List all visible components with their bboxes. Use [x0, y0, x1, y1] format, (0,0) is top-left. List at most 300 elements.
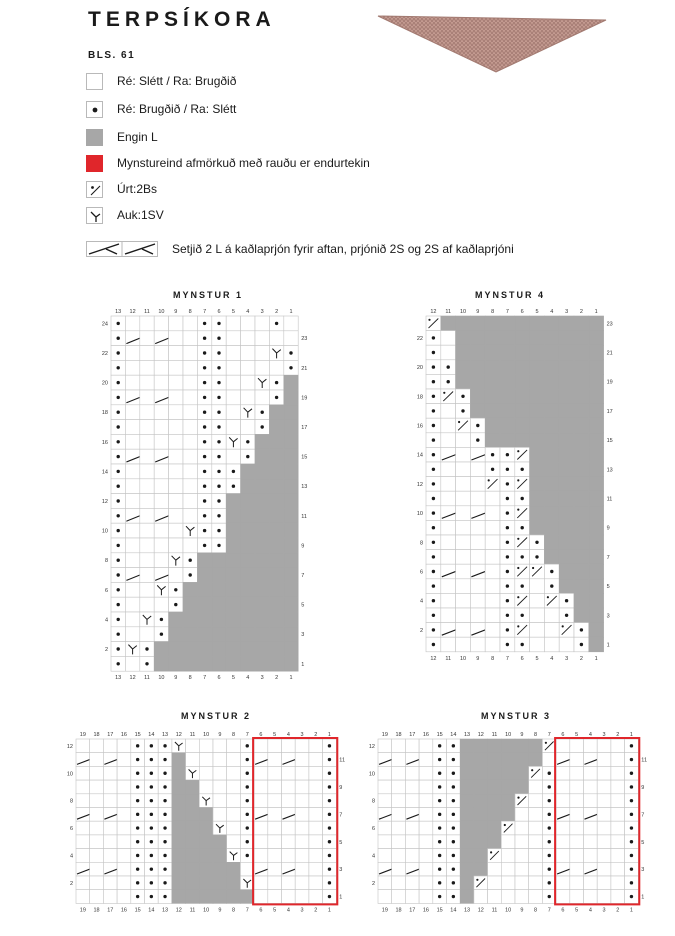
chart-cell [515, 593, 530, 608]
chart-cell [111, 523, 125, 538]
chart-cell [199, 849, 213, 863]
chart-cell [544, 550, 559, 565]
chart-cell [426, 374, 441, 389]
chart-cell [284, 405, 298, 420]
chart-cell [474, 835, 488, 849]
chart-cell [544, 360, 559, 375]
column-number-top: 10 [203, 732, 210, 738]
chart-cell [169, 360, 183, 375]
chart-cell [255, 568, 269, 583]
chart-cell [140, 656, 154, 671]
chart-cell [323, 739, 337, 753]
chart-cell [90, 780, 104, 794]
chart-cell [269, 464, 283, 479]
chart-cell [584, 766, 598, 780]
chart-cell [474, 808, 488, 822]
chart-cell [197, 360, 211, 375]
chart-cell [131, 862, 145, 876]
chart-cell [559, 579, 574, 594]
chart-cell [255, 494, 269, 509]
chart-cell [574, 433, 589, 448]
chart-cell [447, 876, 461, 890]
chart-cell [90, 849, 104, 863]
column-number-bottom: 10 [203, 907, 210, 914]
legend-item-repeat [86, 154, 370, 172]
chart-cell [323, 808, 337, 822]
chart-cell [284, 464, 298, 479]
chart-cell [456, 535, 471, 550]
chart-cell [140, 449, 154, 464]
chart-cell [183, 464, 197, 479]
chart-cell [544, 579, 559, 594]
chart-cell [197, 523, 211, 538]
chart-title-mynstur-3: MYNSTUR 3 [480, 711, 551, 721]
chart-cell [255, 420, 269, 435]
chart-cell [544, 637, 559, 652]
chart-cell [544, 623, 559, 638]
chart-cell [570, 753, 584, 767]
chart-cell [441, 418, 456, 433]
chart-cell [241, 656, 255, 671]
chart-cell [145, 739, 159, 753]
chart-cell [542, 794, 556, 808]
chart-cell [426, 535, 441, 550]
chart-cell [183, 523, 197, 538]
chart-cell [282, 890, 296, 904]
chart-cell [226, 553, 240, 568]
chart-cell [447, 794, 461, 808]
chart-cell [584, 849, 598, 863]
chart-cell [227, 821, 241, 835]
chart-cell [199, 780, 213, 794]
chart-cell [227, 849, 241, 863]
chart-cell [172, 862, 186, 876]
chart-cell [559, 462, 574, 477]
chart-cell [226, 538, 240, 553]
chart-cell [226, 627, 240, 642]
column-number-top: 11 [189, 732, 196, 738]
row-number-right: 3 [606, 613, 610, 620]
row-number-right: 7 [641, 812, 645, 819]
chart-cell [111, 464, 125, 479]
chart-cell [460, 808, 474, 822]
column-number-bottom: 13 [115, 675, 122, 682]
chart-cell [131, 808, 145, 822]
chart-cell [500, 447, 515, 462]
chart-cell [226, 508, 240, 523]
chart-cell [515, 316, 530, 331]
chart-cell [197, 612, 211, 627]
chart-cell [500, 550, 515, 565]
chart-cell [611, 739, 625, 753]
chart-cell [441, 579, 456, 594]
chart-cell [589, 608, 604, 623]
chart-cell [500, 418, 515, 433]
chart-cell [515, 389, 530, 404]
chart-cell [485, 316, 500, 331]
row-number-left: 20 [101, 380, 108, 387]
chart-cell [145, 890, 159, 904]
chart-cell [111, 479, 125, 494]
chart-cell [419, 808, 433, 822]
row-number-left: 14 [101, 469, 108, 476]
row-number-left: 12 [368, 743, 375, 750]
chart-cell [226, 494, 240, 509]
chart-cell [241, 642, 255, 657]
chart-cell [460, 849, 474, 863]
chart-cell [611, 780, 625, 794]
chart-cell [589, 637, 604, 652]
chart-title-mynstur-1: MYNSTUR 1 [172, 290, 243, 300]
chart-cell [197, 568, 211, 583]
chart-cell [500, 623, 515, 638]
chart-cell [154, 627, 168, 642]
legend-item-decrease [86, 180, 157, 198]
column-number-bottom: 4 [588, 907, 592, 914]
chart-cell [154, 612, 168, 627]
chart-cell [542, 808, 556, 822]
chart-cell [212, 538, 226, 553]
chart-cell [76, 794, 90, 808]
chart-cell [226, 449, 240, 464]
chart-cell [212, 582, 226, 597]
column-number-bottom: 12 [175, 907, 182, 914]
chart-cell [226, 346, 240, 361]
row-number-right: 11 [641, 757, 648, 764]
chart-cell [589, 506, 604, 521]
chart-cell [474, 794, 488, 808]
chart-cell [213, 808, 227, 822]
row-number-right: 7 [301, 573, 305, 579]
chart-cell [125, 582, 139, 597]
chart-cell [470, 331, 485, 346]
chart-cell [103, 849, 117, 863]
chart-cell [392, 739, 406, 753]
chart-cell [125, 523, 139, 538]
chart-cell [284, 360, 298, 375]
chart-cell [158, 753, 172, 767]
chart-cell [470, 462, 485, 477]
chart-cell [574, 564, 589, 579]
chart-cell [529, 794, 543, 808]
chart-cell [140, 627, 154, 642]
chart-cell [559, 491, 574, 506]
chart-cell [154, 582, 168, 597]
chart-cell [589, 579, 604, 594]
chart-cell [76, 835, 90, 849]
chart-cell [485, 608, 500, 623]
column-number-bottom: 3 [565, 655, 569, 662]
chart-cell [186, 753, 200, 767]
chart-cell [456, 623, 471, 638]
chart-cell [125, 316, 139, 331]
chart-cell [530, 331, 545, 346]
chart-cell [426, 477, 441, 492]
chart-cell [90, 821, 104, 835]
chart-cell [570, 821, 584, 835]
decrease-icon [86, 181, 103, 198]
chart-cell [103, 876, 117, 890]
chart-cell [117, 835, 131, 849]
chart-cell [485, 374, 500, 389]
chart-cell [589, 491, 604, 506]
chart-cell [213, 794, 227, 808]
chart-cell [269, 494, 283, 509]
column-number-top: 3 [300, 732, 304, 738]
chart-cell [559, 608, 574, 623]
column-number-top: 18 [395, 732, 402, 738]
chart-cell [542, 862, 556, 876]
chart-cell [460, 821, 474, 835]
chart-cell [255, 331, 269, 346]
chart-cell [574, 637, 589, 652]
row-number-left: 16 [101, 439, 108, 446]
chart-cell [255, 316, 269, 331]
chart-cell [501, 862, 515, 876]
chart-cell [131, 753, 145, 767]
row-number-left: 2 [371, 880, 375, 887]
column-number-bottom: 16 [120, 907, 128, 914]
chart-cell [254, 835, 268, 849]
chart-cell [199, 808, 213, 822]
chart-cell [544, 389, 559, 404]
chart-cell [392, 862, 406, 876]
row-number-left: 6 [419, 569, 423, 576]
chart-cell [485, 579, 500, 594]
chart-cell [433, 739, 447, 753]
chart-cell [501, 780, 515, 794]
chart-cell [323, 849, 337, 863]
row-number-left: 4 [104, 617, 108, 624]
chart-cell [212, 464, 226, 479]
chart-cell [500, 491, 515, 506]
chart-cell [392, 849, 406, 863]
chart-cell [140, 523, 154, 538]
chart-cell [284, 316, 298, 331]
chart-cell [145, 821, 159, 835]
chart-cell [309, 808, 323, 822]
chart-cell [574, 535, 589, 550]
chart-cell [169, 508, 183, 523]
chart-cell [574, 316, 589, 331]
chart-cell [574, 389, 589, 404]
chart-cell [485, 491, 500, 506]
row-number-left: 12 [66, 743, 73, 750]
chart-cell [197, 508, 211, 523]
chart-cell [470, 535, 485, 550]
legend-text: Ré: Brugðið / Ra: Slétt [117, 102, 237, 116]
chart-cell [111, 553, 125, 568]
column-number-bottom: 1 [289, 675, 293, 682]
chart-cell [254, 849, 268, 863]
chart-cell [447, 835, 461, 849]
chart-cell [515, 849, 529, 863]
chart-cell [186, 808, 200, 822]
chart-cell [183, 597, 197, 612]
column-number-bottom: 2 [616, 907, 620, 914]
chart-cell [268, 766, 282, 780]
column-number-top: 7 [547, 732, 551, 738]
chart-cell [125, 627, 139, 642]
chart-cell [111, 538, 125, 553]
chart-cell [515, 506, 530, 521]
chart-cell [212, 405, 226, 420]
row-number-right: 23 [606, 321, 613, 328]
column-number-top: 16 [120, 732, 128, 738]
chart-cell [530, 491, 545, 506]
chart-cell [197, 627, 211, 642]
chart-cell [500, 404, 515, 419]
chart-cell [212, 494, 226, 509]
chart-cell [183, 405, 197, 420]
chart-cell [474, 862, 488, 876]
chart-title-mynstur-4: MYNSTUR 4 [474, 290, 545, 300]
column-number-bottom: 11 [189, 907, 196, 914]
chart-cell [295, 808, 309, 822]
chart-cell [140, 346, 154, 361]
chart-cell [460, 753, 474, 767]
chart-cell [154, 538, 168, 553]
chart-cell [197, 642, 211, 657]
chart-cell [169, 627, 183, 642]
column-number-top: 8 [232, 732, 236, 738]
column-number-top: 18 [93, 732, 100, 738]
chart-cell [212, 612, 226, 627]
column-number-top: 14 [148, 732, 155, 738]
chart-cell [226, 642, 240, 657]
dot-square-icon [86, 101, 103, 118]
chart-cell [309, 862, 323, 876]
chart-cell [125, 538, 139, 553]
chart-cell [544, 433, 559, 448]
chart-cell [197, 464, 211, 479]
chart-cell [441, 404, 456, 419]
chart-cell [456, 637, 471, 652]
chart-cell [574, 418, 589, 433]
chart-cell [392, 766, 406, 780]
chart-cell [131, 794, 145, 808]
chart-cell [441, 593, 456, 608]
chart-cell [530, 418, 545, 433]
chart-cell [90, 766, 104, 780]
chart-cell [268, 821, 282, 835]
chart-cell [145, 849, 159, 863]
chart-cell [460, 739, 474, 753]
chart-cell [589, 550, 604, 565]
chart-cell [470, 477, 485, 492]
chart-cell [405, 739, 419, 753]
chart-cell [544, 316, 559, 331]
chart-cell [284, 479, 298, 494]
chart-cell [212, 642, 226, 657]
chart-cell [284, 449, 298, 464]
chart-cell [441, 462, 456, 477]
chart-cell [212, 597, 226, 612]
chart-cell [625, 862, 639, 876]
chart-cell [544, 491, 559, 506]
chart-cell [125, 405, 139, 420]
chart-cell [530, 374, 545, 389]
chart-cell [611, 876, 625, 890]
chart-cell [140, 434, 154, 449]
chart-cell [284, 508, 298, 523]
chart-cell [405, 876, 419, 890]
chart-cell [559, 637, 574, 652]
chart-cell [392, 780, 406, 794]
chart-cell [625, 890, 639, 904]
chart-cell [212, 508, 226, 523]
chart-cell [470, 520, 485, 535]
chart-cell [169, 642, 183, 657]
chart-cell [597, 835, 611, 849]
chart-cell [282, 794, 296, 808]
chart-cell [213, 766, 227, 780]
chart-cell [269, 508, 283, 523]
chart-cell [530, 593, 545, 608]
chart-cell [625, 766, 639, 780]
chart-cell [559, 433, 574, 448]
chart-cell [111, 508, 125, 523]
chart-cell [111, 568, 125, 583]
column-number-top: 8 [534, 732, 538, 738]
chart-cell [169, 597, 183, 612]
chart-cell [140, 582, 154, 597]
chart-cell [570, 766, 584, 780]
chart-cell [255, 508, 269, 523]
chart-cell [172, 849, 186, 863]
chart-cell [441, 374, 456, 389]
column-number-top: 7 [245, 732, 249, 738]
chart-cell [212, 360, 226, 375]
chart-cell [323, 794, 337, 808]
row-number-right: 3 [339, 867, 343, 874]
chart-cell [125, 375, 139, 390]
chart-cell [530, 564, 545, 579]
column-number-bottom: 7 [245, 907, 249, 914]
chart-cell [169, 375, 183, 390]
chart-cell [611, 835, 625, 849]
chart-cell [530, 520, 545, 535]
chart-cell [456, 331, 471, 346]
chart-cell [529, 739, 543, 753]
chart-cell [169, 316, 183, 331]
chart-cell [456, 608, 471, 623]
chart-cell [186, 794, 200, 808]
chart-cell [226, 656, 240, 671]
chart-cell [542, 753, 556, 767]
chart-cell [515, 862, 529, 876]
column-number-bottom: 10 [505, 907, 512, 914]
chart-cell [559, 550, 574, 565]
chart-cell [474, 890, 488, 904]
row-number-right: 7 [606, 554, 610, 561]
chart-cell [227, 876, 241, 890]
column-number-top: 19 [381, 732, 388, 738]
chart-cell [405, 766, 419, 780]
chart-cell [255, 612, 269, 627]
chart-cell [488, 876, 502, 890]
row-number-right: 17 [606, 408, 613, 415]
chart-cell [186, 835, 200, 849]
column-number-bottom: 7 [505, 655, 509, 662]
chart-cell [90, 794, 104, 808]
chart-cell [515, 876, 529, 890]
chart-cell [456, 564, 471, 579]
chart-cell [574, 404, 589, 419]
chart-cell [485, 418, 500, 433]
chart-cell [589, 593, 604, 608]
chart-cell [426, 506, 441, 521]
